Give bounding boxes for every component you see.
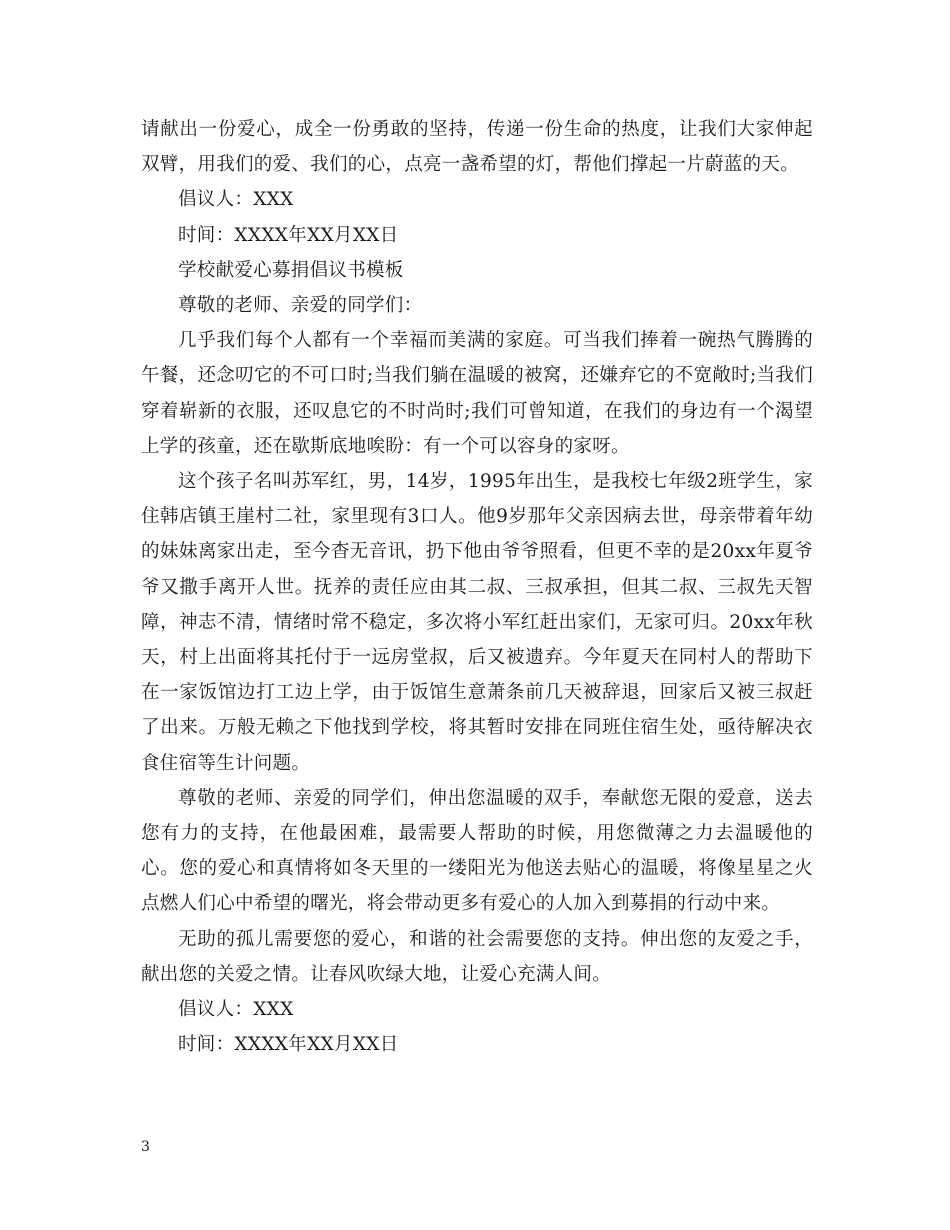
page-number: 3 bbox=[141, 1139, 150, 1155]
paragraph-appeal: 尊敬的老师、亲爱的同学们，伸出您温暖的双手，奉献您无限的爱意，送去您有力的支持，在他最困难，最需要人帮助的时候，用您微薄之力去温暖他的心。您的爱心和真情将如冬天里的一缕阳光为他送去贴心的温暖，将像星星之火点燃人们心中希望的曙光，将会带动更多有爱心的人加入到募捐的行动中来。 bbox=[141, 787, 813, 915]
paragraph-closing-appeal: 请献出一份爱心，成全一份勇敢的坚持，传递一份生命的热度，让我们大家伸起双臂，用我们的爱、我们的心，点亮一盏希望的灯，帮他们撑起一片蔚蓝的天。 bbox=[141, 119, 813, 176]
paragraph-conclusion: 无助的孤儿需要您的爱心，和谐的社会需要您的支持。伸出您的友爱之手，献出您的关爱之情。让春风吹绿大地，让爱心充满人间。 bbox=[141, 928, 813, 985]
section-title: 学校献爱心募捐倡议书模板 bbox=[178, 259, 404, 281]
paragraph-story: 这个孩子名叫苏军红，男，14岁，1995年出生，是我校七年级2班学生，家住韩店镇王崖村二社，家里现有3口人。他9岁那年父亲因病去世，母亲带着年幼的妹妹离家出走，至今杳无音讯，扔下他由爷爷照看，但更不幸的是20xx年夏爷爷又撒手离开人世。抚养的责任应由其二叔、三叔承担，但其二叔、三叔先天智障，神志不清，情绪时常不稳定，多次将小军红赶出家们，无家可归。20xx年秋天，村上出面将其托付于一远房堂叔，后又被遗弃。今年夏天在同村人的帮助下在一家饭馆边打工边上学，由于饭馆生意萧条前几天被辞退，回家后又被三叔赶了出来。万般无赖之下他找到学校，将其暂时安排在同班住宿生处，亟待解决衣食住宿等生计问题。 bbox=[141, 471, 813, 774]
paragraph-date: 时间：XXXX年XX月XX日 bbox=[178, 224, 399, 246]
paragraph-initiator-2: 倡议人：XXX bbox=[178, 999, 294, 1021]
document-body bbox=[141, 112, 813, 1062]
paragraph-initiator: 倡议人：XXX bbox=[178, 189, 294, 211]
paragraph-intro: 几乎我们每个人都有一个幸福而美满的家庭。可当我们捧着一碗热气腾腾的午餐，还念叨它的不可口时;当我们躺在温暖的被窝，还嫌弃它的不宽敞时;当我们穿着崭新的衣服，还叹息它的不时尚时;我们可曾知道，在我们的身边有一个渴望上学的孩童，还在歇斯底地唉盼：有一个可以容身的家呀。 bbox=[141, 330, 813, 457]
salutation: 尊敬的老师、亲爱的同学们： bbox=[178, 295, 423, 317]
paragraph-date-2: 时间：XXXX年XX月XX日 bbox=[178, 1034, 399, 1056]
